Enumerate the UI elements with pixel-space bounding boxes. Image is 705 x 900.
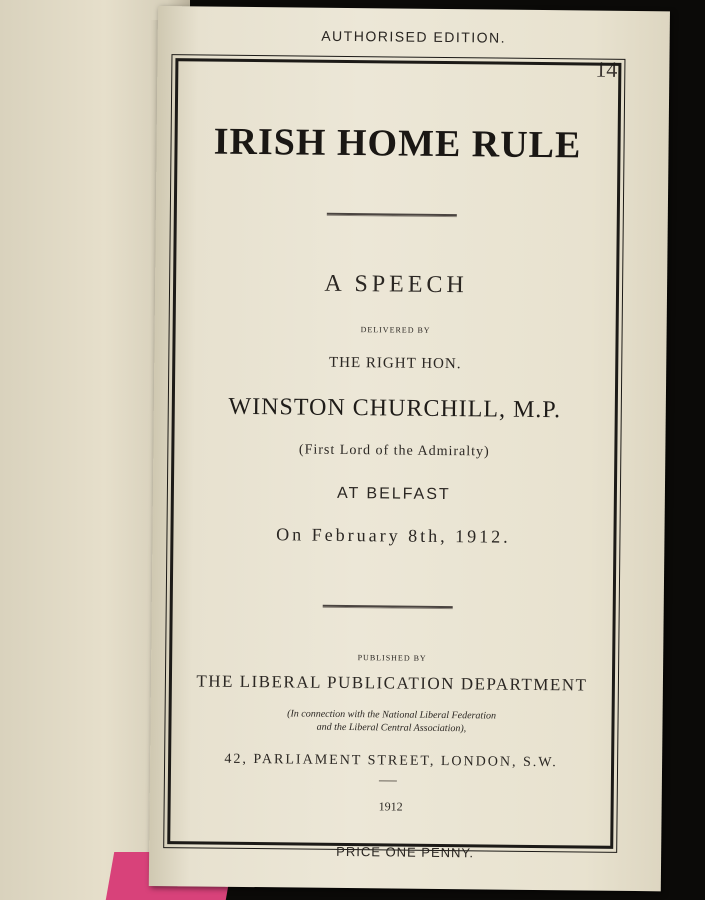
page-border-frame: [167, 58, 621, 849]
price-line: PRICE ONE PENNY.: [336, 843, 475, 861]
short-divider: [379, 780, 397, 781]
publication-year: 1912: [378, 799, 403, 814]
publisher-address: 42, PARLIAMENT STREET, LONDON, S.W.: [224, 751, 558, 771]
divider-rule: [327, 213, 457, 217]
speaker-name: WINSTON CHURCHILL, M.P.: [228, 393, 562, 424]
title-page-content: [170, 61, 618, 846]
title-page: [149, 6, 670, 891]
speech-date: On February 8th, 1912.: [276, 524, 511, 547]
publisher-affiliation: [171, 706, 611, 737]
publisher-name: THE LIBERAL PUBLICATION DEPARTMENT: [196, 671, 588, 695]
edition-header: AUTHORISED EDITION.: [321, 27, 507, 46]
affiliation-line-1: (In connection with the National Liberal Federation: [287, 708, 497, 722]
speaker-honorific: THE RIGHT HON.: [328, 354, 462, 373]
affiliation-line-2: and the Liberal Central Association),: [316, 721, 467, 735]
speech-place: AT BELFAST: [336, 484, 451, 504]
document-title: IRISH HOME RULE: [213, 120, 582, 167]
delivered-by-label: DELIVERED BY: [360, 325, 431, 335]
published-by-label: PUBLISHED BY: [357, 653, 427, 663]
divider-rule: [323, 605, 453, 609]
page-number: 14: [595, 56, 618, 82]
document-subtitle: A SPEECH: [324, 270, 468, 299]
speaker-office: (First Lord of the Admiralty): [298, 442, 490, 460]
